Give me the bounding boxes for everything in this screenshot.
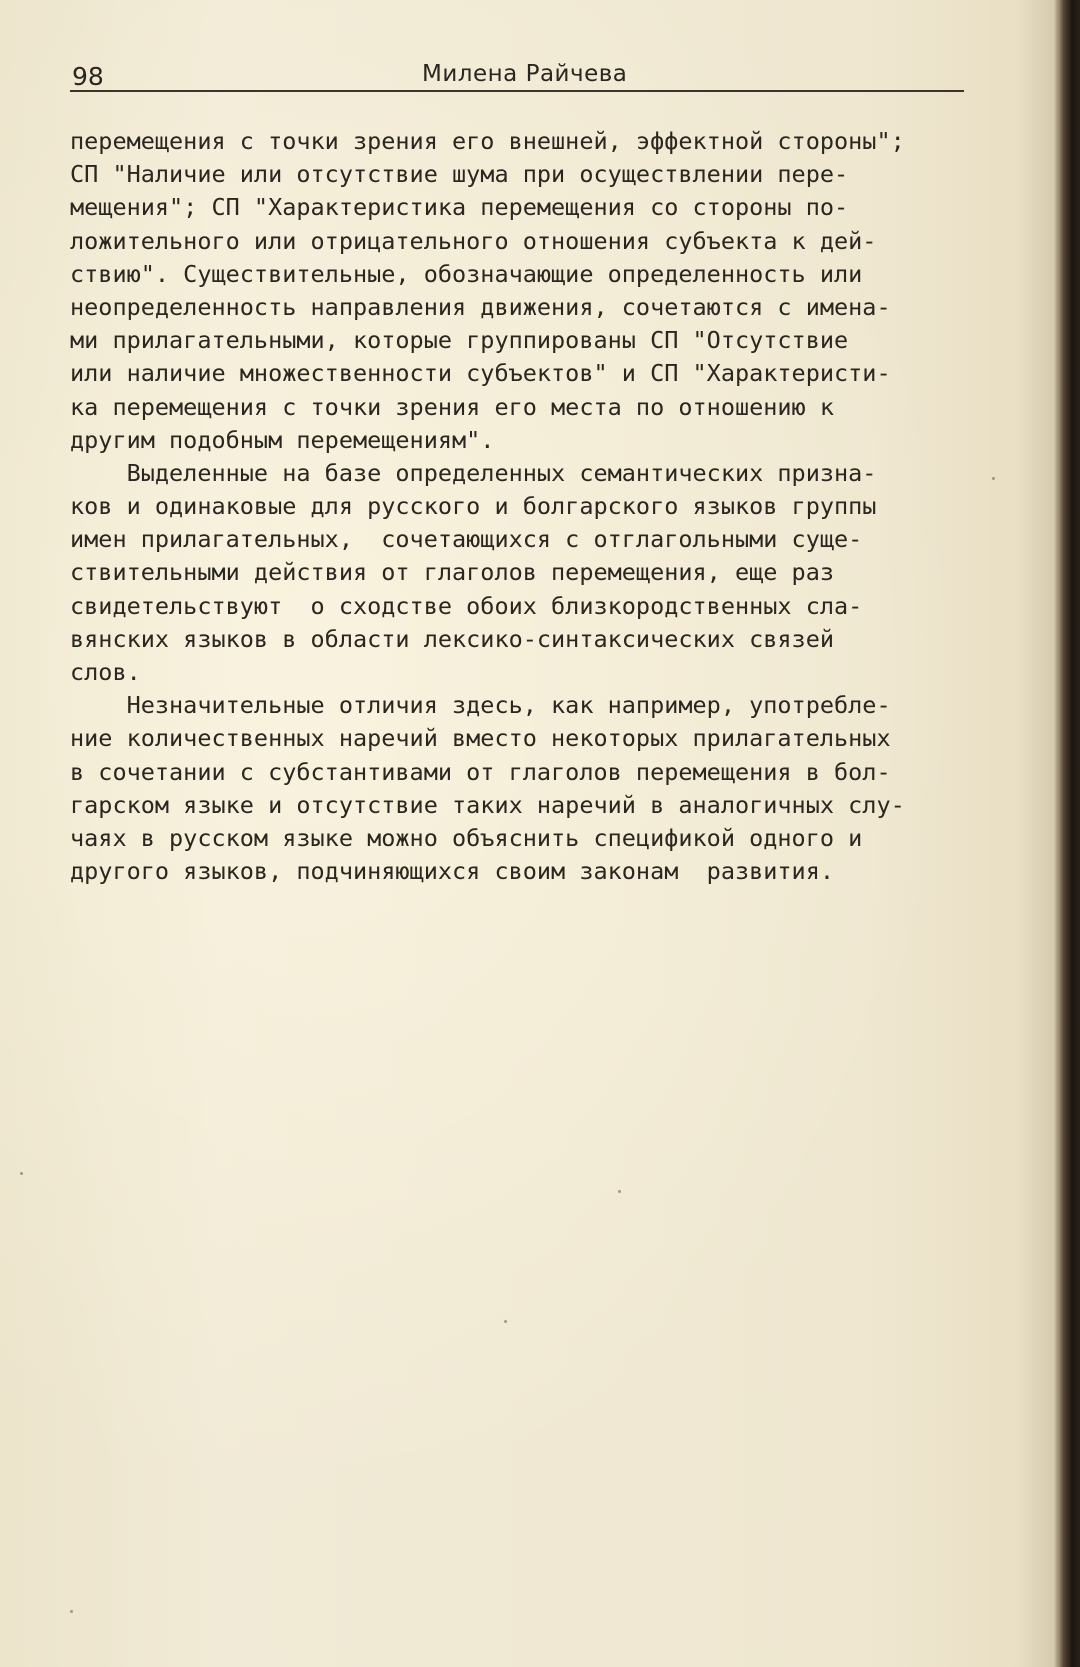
text-line: ков и одинаковые для русского и болгарского языков группы <box>70 492 877 521</box>
text-line: перемещения с точки зрения его внешней, эффектной стороны"; <box>70 127 905 155</box>
paper-speck <box>618 1190 621 1193</box>
text-line: Незначительные отличия здесь, как например, употребле- <box>70 691 891 720</box>
body-text <box>70 125 990 888</box>
text-line: ми прилагательными, которые группированы СП "Отсутствие <box>70 326 849 355</box>
text-line: ние количественных наречий вместо некоторых прилагательных <box>70 724 891 753</box>
text-line: в сочетании с субстантивами от глаголов перемещения в бол- <box>70 757 891 786</box>
text-line: неопределенность направления движения, сочетаются с имена- <box>70 292 891 321</box>
text-line: ка перемещения с точки зрения его места по отношению к <box>70 392 835 421</box>
running-header <box>70 60 964 94</box>
binding-shadow <box>1018 0 1058 1667</box>
text-line: СП "Наличие или отсутствие шума при осуществлении пере- <box>70 160 849 189</box>
header-rule <box>70 90 964 92</box>
paper-speck <box>992 477 995 480</box>
paper-speck <box>20 1172 23 1175</box>
text-line: мещения"; СП "Характеристика перемещения со стороны по- <box>70 193 849 222</box>
text-line: ствительными действия от глаголов перемещения, еще раз <box>70 558 835 587</box>
text-line: чаях в русском языке можно объяснить спецификой одного и <box>70 823 863 852</box>
text-line: ложительного или отрицательного отношения субъекта к дей- <box>70 226 877 255</box>
text-line: или наличие множественности субъектов" и СП "Характеристи- <box>70 359 891 388</box>
text-line: слов. <box>70 658 141 686</box>
text-line: Выделенные на базе определенных семантических призна- <box>70 458 877 487</box>
paper-speck <box>504 1320 507 1323</box>
header-author: Милена Райчева <box>422 61 628 87</box>
text-line: имен прилагательных, сочетающихся с отглагольными суще- <box>70 525 863 554</box>
text-line: другим подобным перемещениям". <box>70 425 495 454</box>
page-number: 98 <box>72 62 104 91</box>
paper-speck <box>70 1610 73 1613</box>
text-line: гарском языке и отсутствие таких наречий в аналогичных слу- <box>70 790 905 819</box>
text-line: ствию". Существительные, обозначающие определенность или <box>70 259 863 288</box>
text-line: другого языков, подчиняющихся своим законам развития. <box>70 857 835 886</box>
text-line: свидетельствуют о сходстве обоих близкородственных сла- <box>70 591 863 620</box>
page-binding-edge <box>1054 0 1080 1667</box>
text-line: вянских языков в области лексико-синтаксических связей <box>70 624 835 653</box>
